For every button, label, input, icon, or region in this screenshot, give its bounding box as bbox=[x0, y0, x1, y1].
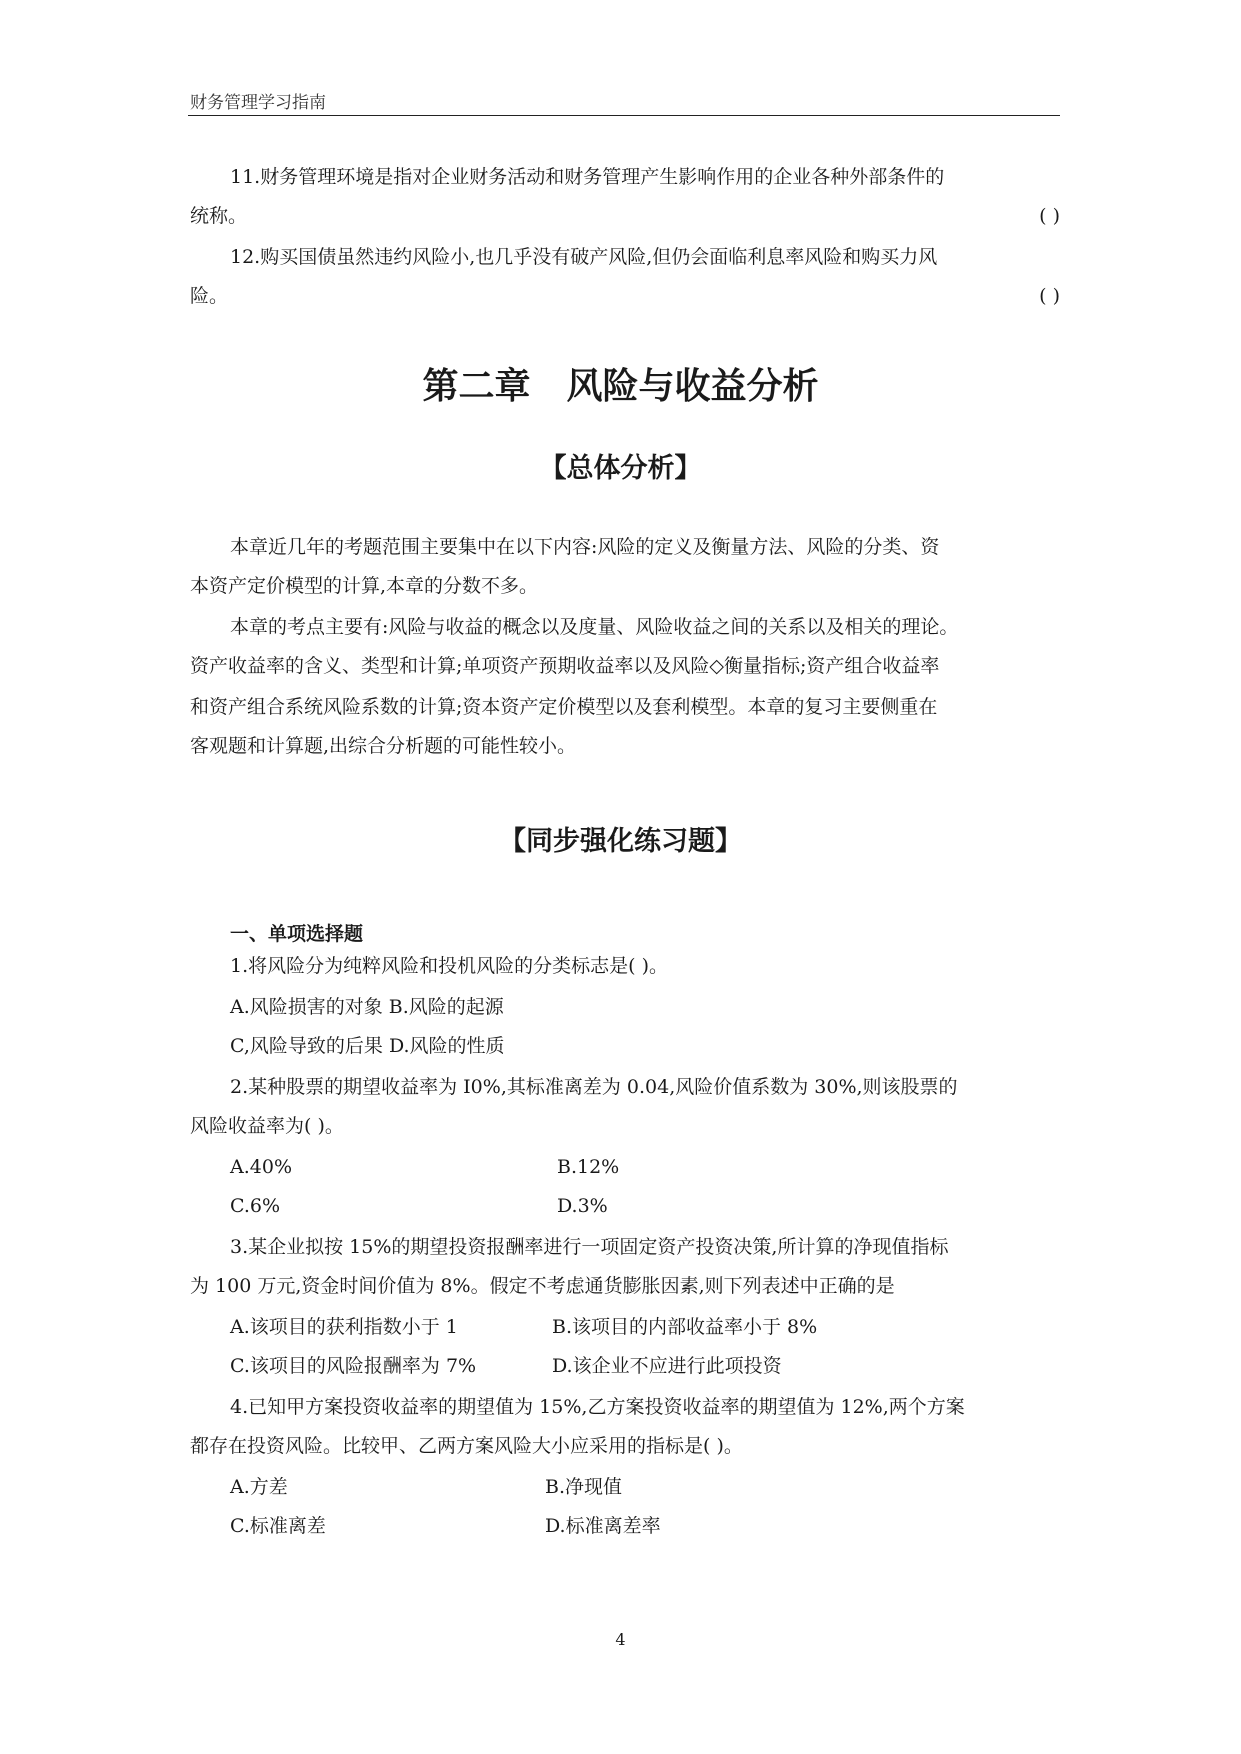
page-number: 4 bbox=[615, 1630, 626, 1649]
q12-text-tail: 险。 bbox=[190, 285, 229, 307]
q2-option-a: A.40% bbox=[230, 1156, 292, 1178]
q2-option-b: B.12% bbox=[557, 1156, 620, 1178]
header-rule bbox=[188, 115, 1060, 116]
section-title-single-choice: 一、单项选择题 bbox=[230, 923, 364, 945]
q4-option-a: A.方差 bbox=[230, 1476, 288, 1498]
overview-p2-line2: 资产收益率的含义、类型和计算;单项资产预期收益率以及风险◇衡量指标;资产组合收益率 bbox=[190, 655, 940, 677]
q1-options-ab: A.风险损害的对象 B.风险的起源 bbox=[230, 996, 504, 1018]
q2-stem-line2: 风险收益率为( )。 bbox=[190, 1115, 344, 1137]
q12-text-line2 bbox=[190, 282, 1060, 310]
q4-option-d: D.标准离差率 bbox=[545, 1515, 661, 1537]
overview-p2-line3: 和资产组合系统风险系数的计算;资本资产定价模型以及套利模型。本章的复习主要侧重在 bbox=[190, 696, 938, 718]
q1-options-cd: C,风险导致的后果 D.风险的性质 bbox=[230, 1035, 505, 1057]
q12-text-line1: 12.购买国债虽然违约风险小,也几乎没有破产风险,但仍会面临利息率风险和购买力风 bbox=[230, 246, 938, 268]
q3-stem-line1: 3.某企业拟按 15%的期望投资报酬率进行一项固定资产投资决策,所计算的净现值指标 bbox=[230, 1236, 949, 1258]
running-header: 财务管理学习指南 bbox=[190, 93, 326, 113]
q2-stem-line1: 2.某种股票的期望收益率为 I0%,其标准离差为 0.04,风险价值系数为 30%,则该股票的 bbox=[230, 1076, 958, 1098]
q4-option-b: B.净现值 bbox=[545, 1476, 623, 1498]
q1-stem: 1.将风险分为纯粹风险和投机风险的分类标志是( )。 bbox=[230, 955, 668, 977]
q3-option-b: B.该项目的内部收益率小于 8% bbox=[552, 1316, 818, 1338]
q11-answer-blank: ( ) bbox=[1039, 205, 1060, 227]
overview-p2-line4: 客观题和计算题,出综合分析题的可能性较小。 bbox=[190, 735, 577, 757]
q12-answer-blank: ( ) bbox=[1039, 285, 1060, 307]
overview-p2-line1: 本章的考点主要有:风险与收益的概念以及度量、风险收益之间的关系以及相关的理论。 bbox=[230, 616, 959, 638]
q3-option-a: A.该项目的获利指数小于 1 bbox=[230, 1316, 458, 1338]
q2-option-c: C.6% bbox=[230, 1195, 281, 1217]
overview-p1-line2: 本资产定价模型的计算,本章的分数不多。 bbox=[190, 575, 539, 597]
q4-option-c: C.标准离差 bbox=[230, 1515, 326, 1537]
overview-p1-line1: 本章近几年的考题范围主要集中在以下内容:风险的定义及衡量方法、风险的分类、资 bbox=[230, 536, 940, 558]
q2-option-d: D.3% bbox=[557, 1195, 608, 1217]
overview-heading: 【总体分析】 bbox=[539, 453, 702, 484]
q3-option-c: C.该项目的风险报酬率为 7% bbox=[230, 1355, 477, 1377]
q11-text-line1: 11.财务管理环境是指对企业财务活动和财务管理产生影响作用的企业各种外部条件的 bbox=[230, 166, 945, 188]
practice-heading: 【同步强化练习题】 bbox=[499, 826, 742, 857]
q3-stem-line2: 为 100 万元,资金时间价值为 8%。假定不考虑通货膨胀因素,则下列表述中正确的是 bbox=[190, 1275, 895, 1297]
q4-stem-line1: 4.已知甲方案投资收益率的期望值为 15%,乙方案投资收益率的期望值为 12%,两个方案 bbox=[230, 1396, 965, 1418]
q3-option-d: D.该企业不应进行此项投资 bbox=[552, 1355, 782, 1377]
q11-text-tail: 统称。 bbox=[190, 205, 248, 227]
chapter-title: 第二章 风险与收益分析 bbox=[422, 366, 819, 407]
q11-text-line2 bbox=[190, 202, 1060, 230]
q4-stem-line2: 都存在投资风险。比较甲、乙两方案风险大小应采用的指标是( )。 bbox=[190, 1435, 743, 1457]
